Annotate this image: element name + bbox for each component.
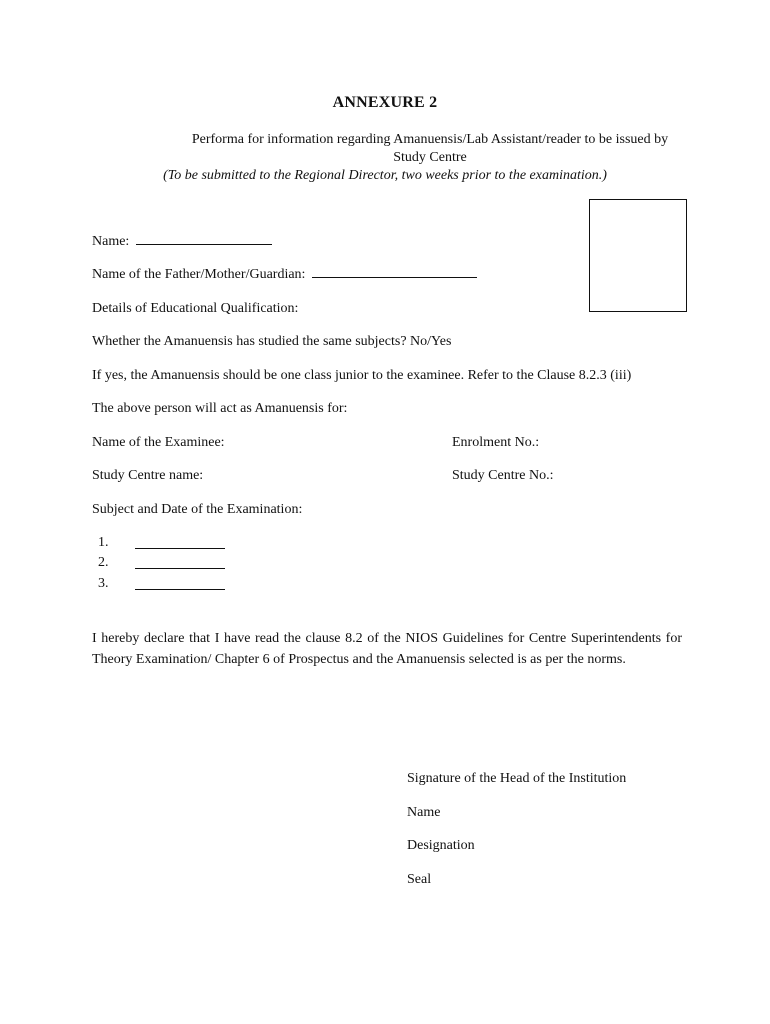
list-item-number: 1. (98, 535, 109, 550)
submission-note: (To be submitted to the Regional Director, two weeks prior to the examination.) (163, 168, 607, 183)
guardian-label: Name of the Father/Mother/Guardian: (92, 267, 306, 282)
photo-box (589, 199, 687, 312)
enrolment-label: Enrolment No.: (452, 435, 540, 450)
study-centre-name-label: Study Centre name: (92, 468, 204, 483)
list-item-blank (135, 548, 225, 549)
guardian-blank (312, 267, 477, 278)
list-item-number: 3. (98, 576, 109, 591)
qualification-label: Details of Educational Qualification: (92, 301, 299, 316)
signature-designation-label: Designation (407, 838, 475, 853)
signature-name-label: Name (407, 805, 441, 820)
junior-class-note: If yes, the Amanuensis should be one class junior to the examinee. Refer to the Clause 8.2.3 (iii) (92, 368, 632, 383)
name-blank (136, 234, 272, 245)
same-subjects-question: Whether the Amanuensis has studied the same subjects? No/Yes (92, 334, 452, 349)
form-subtitle: Performa for information regarding Amanuensis/Lab Assistant/reader to be issued by (191, 132, 669, 147)
form-subtitle-continued: Study Centre (393, 150, 467, 165)
list-item-blank (135, 589, 225, 590)
signature-seal-label: Seal (407, 872, 432, 887)
act-as-label: The above person will act as Amanuensis for: (92, 401, 348, 416)
examinee-name-label: Name of the Examinee: (92, 435, 225, 450)
list-item-blank (135, 568, 225, 569)
page-title: ANNEXURE 2 (332, 94, 438, 111)
name-field (92, 234, 272, 250)
list-item-number: 2. (98, 555, 109, 570)
declaration-text: I hereby declare that I have read the clause 8.2 of the NIOS Guidelines for Centre Superintendents for Theory Examination/ Chapter 6 of Prospectus and the Amanuensis selected is as per the norms. (92, 631, 682, 667)
signature-head-label: Signature of the Head of the Institution (407, 771, 627, 786)
name-label: Name: (92, 234, 130, 249)
subject-date-label: Subject and Date of the Examination: (92, 502, 303, 517)
study-centre-no-label: Study Centre No.: (452, 468, 554, 483)
guardian-field (92, 267, 477, 283)
